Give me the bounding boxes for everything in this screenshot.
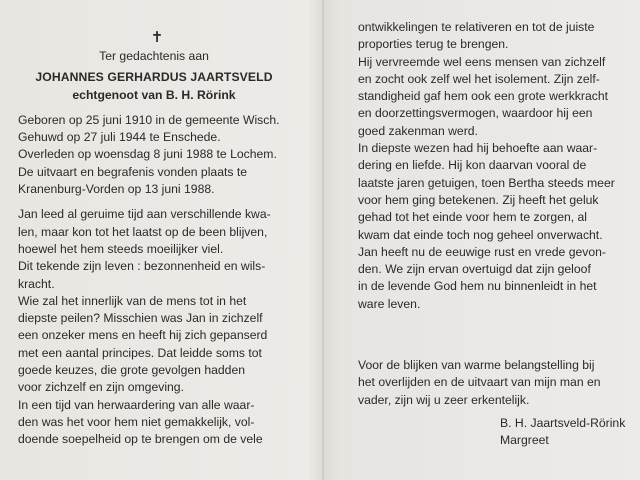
fact-line: Overleden op woensdag 8 juni 1988 te Lochem. bbox=[18, 147, 277, 162]
fact-line: De uitvaart en begrafenis vonden plaats te bbox=[18, 164, 248, 179]
text-line: in de levende God hem nu binnenleidt in het bbox=[358, 279, 597, 294]
fact-line: Kranenburg-Vorden op 13 juni 1988. bbox=[18, 182, 215, 197]
text-line: Dit tekende zijn leven : bezonnenheid en wils- bbox=[18, 259, 266, 274]
text-line: dering en liefde. Hij kon daarvan vooral de bbox=[358, 158, 587, 173]
thanks-line: vader, zijn wij u zeer erkentelijk. bbox=[358, 392, 530, 407]
text-line: ontwikkelingen te relativeren en tot de juiste bbox=[358, 20, 595, 34]
text-line: met een aantal principes. Dat leidde soms tot bbox=[18, 345, 262, 360]
text-line: goede keuzes, die grote gevolgen hadden bbox=[18, 363, 246, 378]
text-line: doende soepelheid op te brengen om de vele bbox=[18, 432, 263, 447]
text-line: kracht. bbox=[18, 276, 55, 291]
text-line: Jan leed al geruime tijd aan verschillende kwa- bbox=[18, 207, 271, 222]
text-line: ware leven. bbox=[358, 296, 421, 311]
text-line: voor zichzelf en zijn omgeving. bbox=[18, 380, 184, 395]
thanks-block bbox=[358, 357, 630, 409]
text-line: kwam dat einde toch nog geheel onverwacht. bbox=[358, 227, 603, 242]
cross-icon: ✝ bbox=[150, 29, 164, 46]
text-line: hoewel het hem steeds moeilijker viel. bbox=[18, 241, 224, 256]
text-line: Jan heeft nu de eeuwige rust en vrede gevon- bbox=[358, 244, 606, 259]
text-line: standigheid gaf hem ook een grote werkkracht bbox=[358, 89, 608, 104]
text-line: In diepste wezen had hij behoefte aan waar- bbox=[358, 141, 598, 156]
text-line: en doorzettingsvermogen, waardoor hij een bbox=[358, 106, 593, 121]
right-page bbox=[358, 19, 630, 450]
facts-block bbox=[18, 112, 310, 198]
text-line: den. We zijn ervan overtuigd dat zijn geloof bbox=[358, 262, 591, 277]
text-line: Wie zal het innerlijk van de mens tot in het bbox=[18, 293, 247, 308]
text-line: proporties terug te brengen. bbox=[358, 37, 509, 52]
thanks-line: het overlijden en de uitvaart van mijn man en bbox=[358, 375, 601, 390]
text-line: goed zakenman werd. bbox=[358, 123, 478, 138]
text-line: een onzeker mens en heeft hij zich gepanserd bbox=[18, 328, 268, 343]
card-fold bbox=[322, 0, 324, 480]
text-line: len, maar kon tot het laatst op de been blijven, bbox=[18, 224, 268, 239]
text-line: diepste peilen? Misschien was Jan in zichzelf bbox=[18, 311, 263, 326]
memorial-heading: Ter gedachtenis aan bbox=[99, 49, 209, 63]
thanks-line: Voor de blijken van warme belangstelling bij bbox=[358, 358, 595, 373]
text-line: Hij vervreemde wel eens mensen van zichzelf bbox=[358, 54, 606, 69]
signature-block bbox=[358, 415, 630, 450]
text-line: den was het voor hem niet gemakkelijk, vol- bbox=[18, 414, 255, 429]
fact-line: Gehuwd op 27 juli 1944 te Enschede. bbox=[18, 130, 221, 145]
left-text-block bbox=[18, 206, 310, 448]
signature-line: B. H. Jaartsveld-Rörink bbox=[500, 415, 626, 430]
spouse-line: echtgenoot van B. H. Rörink bbox=[72, 87, 236, 102]
signature-line: Margreet bbox=[500, 433, 549, 448]
text-line: en zocht ook zelf wel het isolement. Zijn zelf- bbox=[358, 71, 600, 86]
text-line: In een tijd van herwaardering van alle waar- bbox=[18, 397, 255, 412]
right-text-block bbox=[358, 19, 630, 313]
text-line: gehad tot het einde voor hem te zorgen, al bbox=[358, 210, 588, 225]
deceased-name: JOHANNES GERHARDUS JAARTSVELD bbox=[35, 70, 273, 85]
text-line: voor hem ging betekenen. Zij heeft het geluk bbox=[358, 192, 599, 207]
text-line: laatste jaren getuigen, toen Bertha steeds meer bbox=[358, 175, 615, 190]
left-page bbox=[18, 30, 310, 449]
fact-line: Geboren op 25 juni 1910 in de gemeente Wisch. bbox=[18, 112, 280, 127]
